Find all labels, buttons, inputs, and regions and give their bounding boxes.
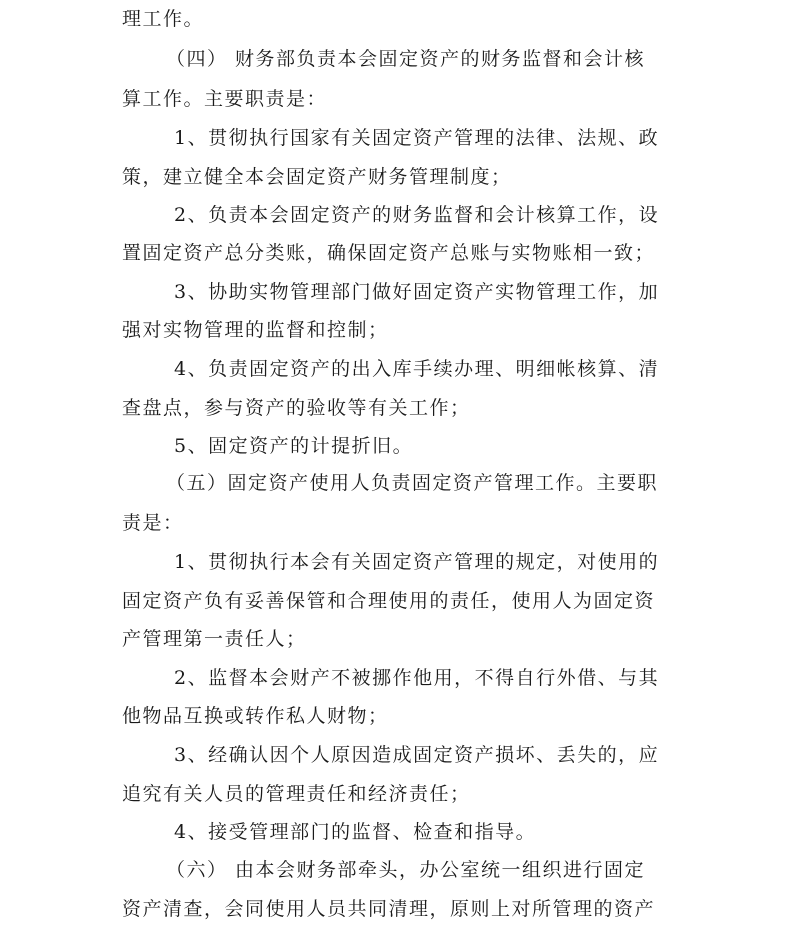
list-item: 2、监督本会财产不被挪作他用，不得自行外借、与其 bbox=[174, 667, 660, 689]
list-item: 1、贯彻执行国家有关固定资产管理的法律、法规、政 bbox=[174, 127, 660, 149]
text-line: 策，建立健全本会固定资产财务管理制度； bbox=[122, 166, 512, 188]
list-item: 3、经确认因个人原因造成固定资产损坏、丢失的，应 bbox=[174, 744, 660, 766]
text-line: 算工作。主要职责是： bbox=[122, 88, 328, 110]
list-item: 3、协助实物管理部门做好固定资产实物管理工作，加 bbox=[174, 281, 660, 303]
list-item: 4、接受管理部门的监督、检查和指导。 bbox=[174, 821, 537, 843]
text-line: 责是： bbox=[122, 512, 184, 534]
text-line: 置固定资产总分类账，确保固定资产总账与实物账相一致； bbox=[122, 242, 656, 264]
text-line: 资产清查，会同使用人员共同清理，原则上对所管理的资产 bbox=[122, 898, 656, 920]
list-item: 2、负责本会固定资产的财务监督和会计核算工作，设 bbox=[174, 204, 660, 226]
list-item: 1、贯彻执行本会有关固定资产管理的规定，对使用的 bbox=[174, 551, 660, 573]
text-line: 固定资产负有妥善保管和合理使用的责任，使用人为固定资 bbox=[122, 590, 656, 612]
text-line: 追究有关人员的管理责任和经济责任； bbox=[122, 783, 471, 805]
list-item: 4、负责固定资产的出入库手续办理、明细帐核算、清 bbox=[174, 358, 660, 380]
section-heading: （五）固定资产使用人负责固定资产管理工作。主要职 bbox=[166, 472, 659, 494]
section-heading: （六） 由本会财务部牵头，办公室统一组织进行固定 bbox=[166, 859, 646, 881]
text-line: 强对实物管理的监督和控制； bbox=[122, 319, 389, 341]
text-line: 理工作。 bbox=[122, 8, 205, 30]
section-heading: （四） 财务部负责本会固定资产的财务监督和会计核 bbox=[166, 48, 646, 70]
text-line: 查盘点，参与资产的验收等有关工作； bbox=[122, 397, 471, 419]
text-line: 他物品互换或转作私人财物； bbox=[122, 705, 389, 727]
text-line: 产管理第一责任人； bbox=[122, 628, 307, 650]
list-item: 5、固定资产的计提折旧。 bbox=[174, 435, 414, 457]
